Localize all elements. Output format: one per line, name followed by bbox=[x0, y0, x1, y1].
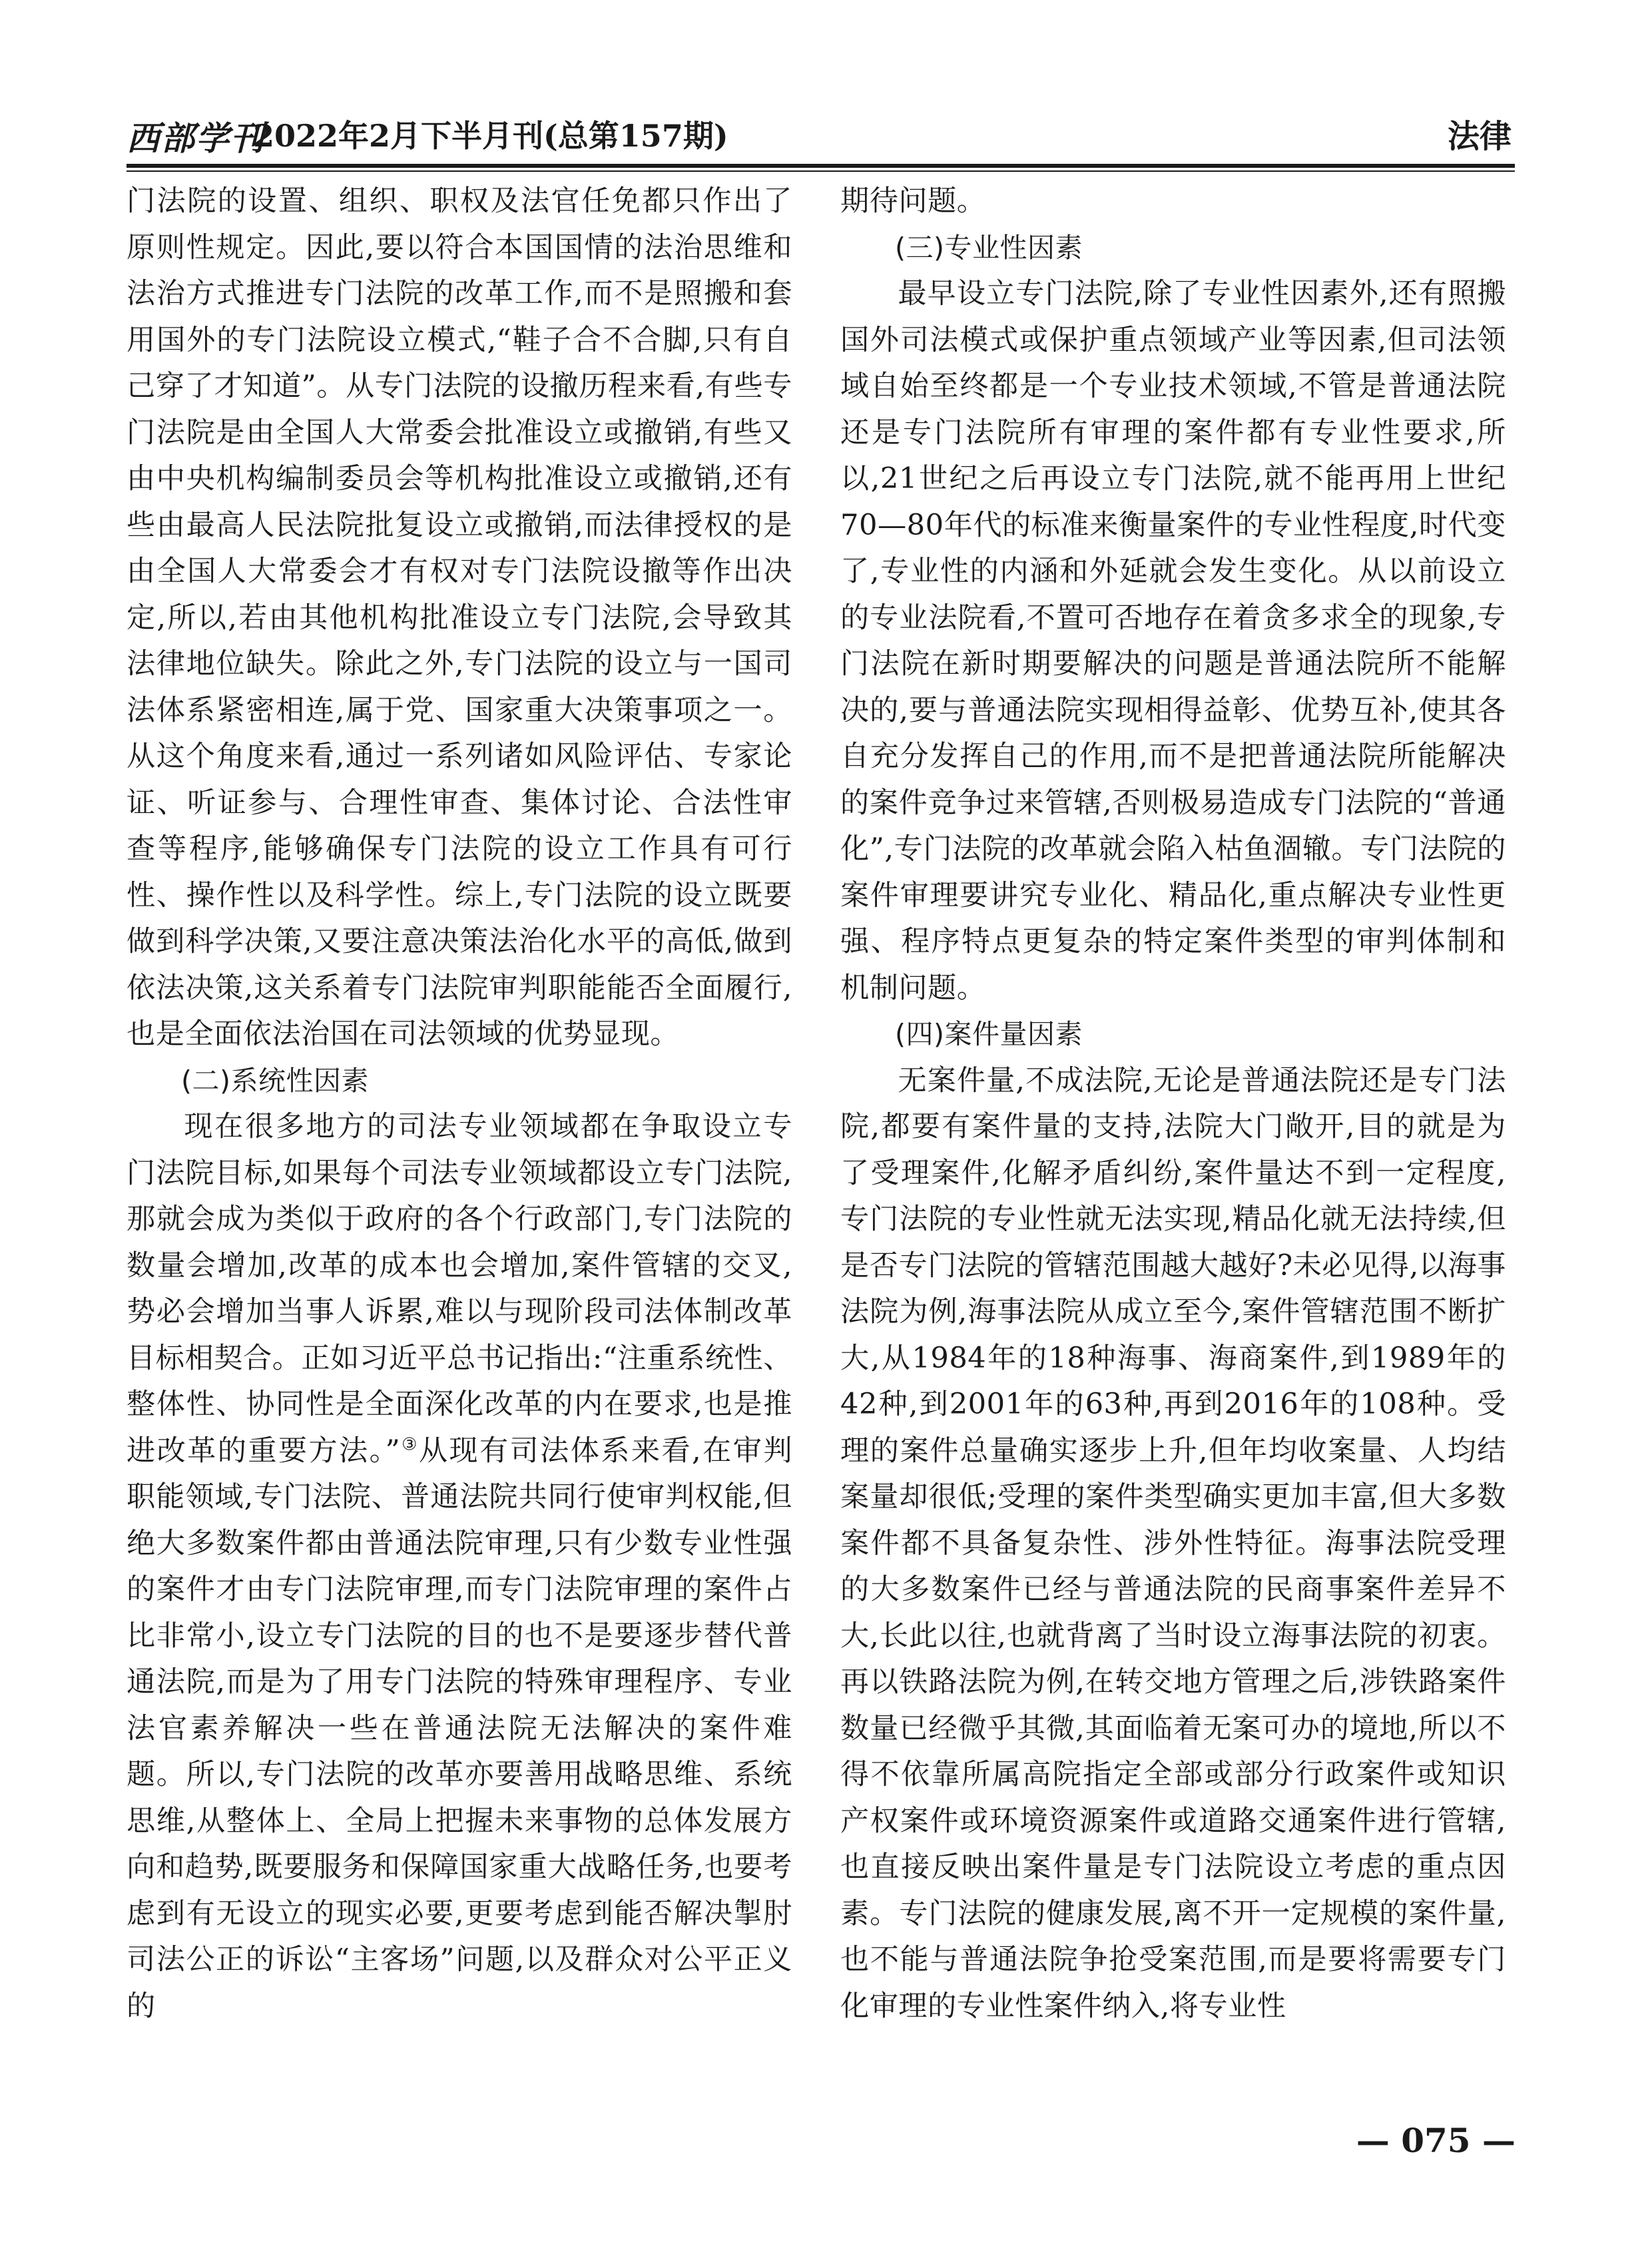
paragraph bbox=[127, 1104, 792, 2030]
left-column bbox=[127, 178, 792, 2030]
issue-info: 2022年2月下半月刊(总第157期) bbox=[253, 118, 728, 154]
header-rule-thin bbox=[127, 170, 1515, 172]
section-heading: (三)专业性因素 bbox=[895, 231, 1083, 264]
paragraph: 无案件量,不成法院,无论是普通法院还是专门法院,都要有案件量的支持,法院大门敞开,目的就是为了受理案件,化解矛盾纠纷,案件量达不到一定程度,专门法院的专业性就无法实现,精品化就无法持续,但是否专门法院的管辖范围越大越好?未必见得,以海事法院为例,海事法院从成立至今,案件管辖范围不断扩大,从1984年的18种海事、海商案件,到1989年的42种,到2001年的63种,再到2016年的108种。受理的案件总量确实逐步上升,但年均收案量、人均结案量却很低;受理的案件类型确实更加丰富,但大多数案件都不具备复杂性、涉外性特征。海事法院受理的大多数案件已经与普通法院的民商事案件差异不大,长此以往,也就背离了当时设立海事法院的初衷。再以铁路法院为例,在转交地方管理之后,涉铁路案件数量已经微乎其微,其面临着无案可办的境地,所以不得不依靠所属高院指定全部或部分行政案件或知识产权案件或环境资源案件或道路交通案件进行管辖,也直接反映出案件量是专门法院设立考虑的重点因素。专门法院的健康发展,离不开一定规模的案件量,也不能与普通法院争抢受案范围,而是要将需要专门化审理的专业性案件纳入,将专业性 bbox=[840, 1063, 1506, 2023]
paragraph: 期待问题。 bbox=[840, 184, 986, 218]
right-column bbox=[840, 178, 1506, 2030]
footnote-marker[interactable]: ③ bbox=[400, 1434, 419, 1455]
section-heading: (二)系统性因素 bbox=[181, 1064, 369, 1097]
paragraph-text: 现在很多地方的司法专业领域都在争取设立专门法院目标,如果每个司法专业领域都设立专门法院,那就会成为类似于政府的各个行政部门,专门法院的数量会增加,改革的成本也会增加,案件管辖的交叉,势必会增加当事人诉累,难以与现阶段司法体制改革目标相契合。正如习近平总书记指出:“注重系统性、整体性、协同性是全面深化改革的内在要求,也是推进改革的重要方法。” bbox=[127, 1110, 792, 1468]
page-header bbox=[127, 107, 1512, 164]
section-heading: (四)案件量因素 bbox=[895, 1018, 1083, 1050]
journal-logo: 西部学刊 bbox=[127, 119, 265, 158]
section-name: 法律 bbox=[1447, 118, 1512, 155]
page-number: — 075 — bbox=[1356, 2121, 1515, 2160]
paragraph-text: 从现有司法体系来看,在审判职能领域,专门法院、普通法院共同行使审判权能,但绝大多数案件都由普通法院审理,只有少数专业性强的案件才由专门法院审理,而专门法院审理的案件占比非常小,设立专门法院的目的也不是要逐步替代普通法院,而是为了用专门法院的特殊审理程序、专业法官素养解决一些在普通法院无法解决的案件难题。所以,专门法院的改革亦要善用战略思维、系统思维,从整体上、全局上把握未来事物的总体发展方向和趋势,既要服务和保障国家重大战略任务,也要考虑到有无设立的现实必要,更要考虑到能否解决掣肘司法公正的诉讼“主客场”问题,以及群众对公平正义的 bbox=[127, 1434, 793, 2023]
paragraph: 门法院的设置、组织、职权及法官任免都只作出了原则性规定。因此,要以符合本国国情的法治思维和法治方式推进专门法院的改革工作,而不是照搬和套用国外的专门法院设立模式,“鞋子合不合脚,只有自己穿了才知道”。从专门法院的设撤历程来看,有些专门法院是由全国人大常委会批准设立或撤销,有些又由中央机构编制委员会等机构批准设立或撤销,还有些由最高人民法院批复设立或撤销,而法律授权的是由全国人大常委会才有权对专门法院设撤等作出决定,所以,若由其他机构批准设立专门法院,会导致其法律地位缺失。除此之外,专门法院的设立与一国司法体系紧密相连,属于党、国家重大决策事项之一。从这个角度来看,通过一系列诸如风险评估、专家论证、听证参与、合理性审查、集体讨论、合法性审查等程序,能够确保专门法院的设立工作具有可行性、操作性以及科学性。综上,专门法院的设立既要做到科学决策,又要注意决策法治化水平的高低,做到依法决策,这关系着专门法院审判职能能否全面履行,也是全面依法治国在司法领域的优势显现。 bbox=[127, 184, 792, 1051]
paragraph: 最早设立专门法院,除了专业性因素外,还有照搬国外司法模式或保护重点领域产业等因素,但司法领域自始至终都是一个专业技术领域,不管是普通法院还是专门法院所有审理的案件都有专业性要求,所以,21世纪之后再设立专门法院,就不能再用上世纪70—80年代的标准来衡量案件的专业性程度,时代变了,专业性的内涵和外延就会发生变化。从以前设立的专业法院看,不置可否地存在着贪多求全的现象,专门法院在新时期要解决的问题是普通法院所不能解决的,要与普通法院实现相得益彰、优势互补,使其各自充分发挥自己的作用,而不是把普通法院所能解决的案件竞争过来管辖,否则极易造成专门法院的“普通化”,专门法院的改革就会陷入枯鱼涸辙。专门法院的案件审理要讲究专业化、精品化,重点解决专业性更强、程序特点更复杂的特定案件类型的审判体制和机制问题。 bbox=[840, 277, 1506, 1005]
header-rule-thick bbox=[127, 164, 1515, 168]
